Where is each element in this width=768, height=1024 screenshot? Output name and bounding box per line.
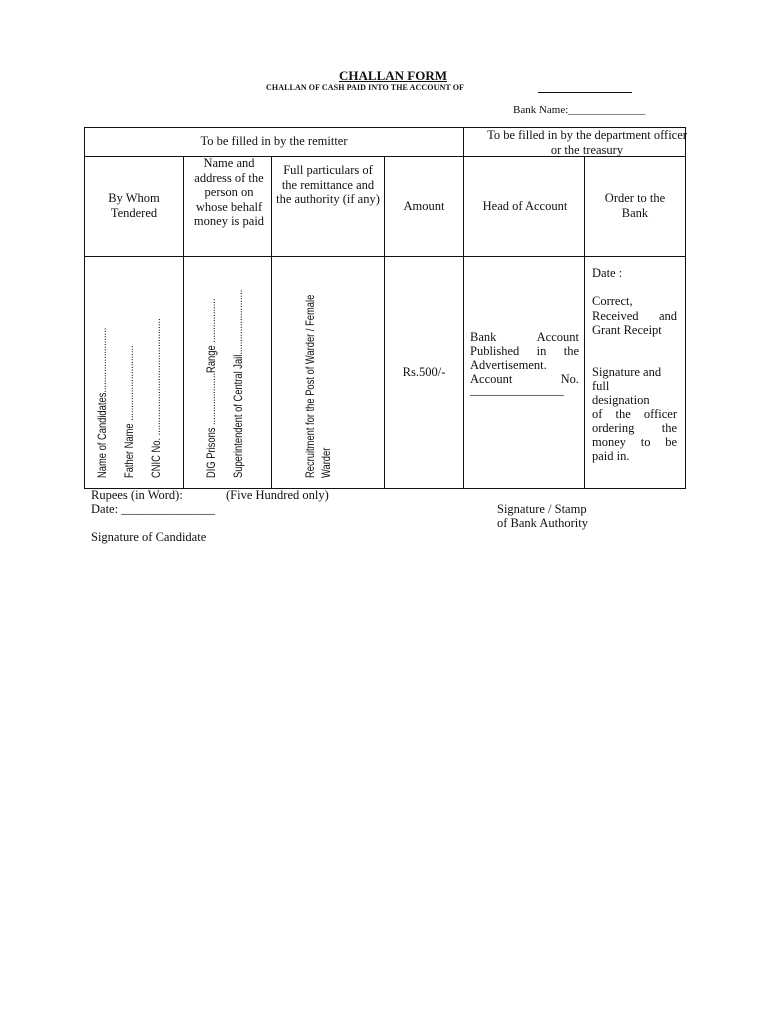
divider-remitter-department [463,128,464,488]
col-divider-1 [183,156,184,488]
bank-signature-line-2: of Bank Authority [497,516,588,530]
order-date: Date : [592,266,623,280]
order-bank-header: Order to the Bank [604,191,666,220]
order-sig-6: money to be [592,435,677,449]
bank-signature-line-1: Signature / Stamp [497,502,587,516]
head-account-line-5: _______________ [470,383,564,397]
head-account-line-2: Published in the [470,344,579,358]
rupees-value: (Five Hundred only) [226,488,329,502]
order-sig-1: Signature and [592,365,662,379]
rupees-label: Rupees (in Word): [91,488,183,502]
particulars-header: Full particulars of the remittance and the authority (if any) [276,163,380,206]
amount-value: Rs.500/- [402,365,446,379]
bank-name-field: Bank Name:______________ [513,104,646,116]
col-divider-2 [271,156,272,488]
by-whom-header: By Whom Tendered [108,191,160,220]
form-subtitle: CHALLAN OF CASH PAID INTO THE ACCOUNT OF [266,83,465,92]
form-title: CHALLAN FORM [339,68,447,83]
head-account-header: Head of Account [482,199,568,213]
account-blank-line [538,92,632,93]
amount-header: Amount [403,199,445,213]
order-sig-3: designation [592,393,650,407]
order-correct-2: Received and [592,309,677,323]
father-name-field: Father Name ............................. [122,345,136,478]
remitter-header: To be filled in by the remitter [200,134,348,148]
dig-prisons-field: DIG Prisons ....................Range ................. [204,298,218,478]
order-sig-7: paid in. [592,449,630,463]
order-correct-1: Correct, [592,294,633,308]
date-field: Date: _______________ [91,502,215,516]
name-address-header: Name and address of the person on whose behalf money is paid [193,156,265,228]
cnic-field: CNIC No. ............................................. [149,318,163,478]
head-account-line-3: Advertisement. [470,358,547,372]
head-account-line-1: Bank Account [470,330,579,344]
signature-of-candidate: Signature of Candidate [91,530,207,544]
order-sig-5: ordering the [592,421,677,435]
head-account-line-4: Account No. [470,372,579,386]
recruitment-line-1: Recruitment for the Post of Warder / Female [303,294,317,478]
order-sig-4: of the officer [592,407,677,421]
challan-table [84,127,686,489]
body-row-divider [85,256,685,257]
order-sig-2: full [592,379,610,393]
recruitment-line-2: Warder [319,447,333,478]
department-header: To be filled in by the department officer or the treasury [487,128,687,157]
superintendent-field: Superintendent of Central Jail......................... [231,289,245,478]
name-of-candidates-field: Name of Candidates......................... [95,327,109,478]
order-correct-3: Grant Receipt [592,323,662,337]
